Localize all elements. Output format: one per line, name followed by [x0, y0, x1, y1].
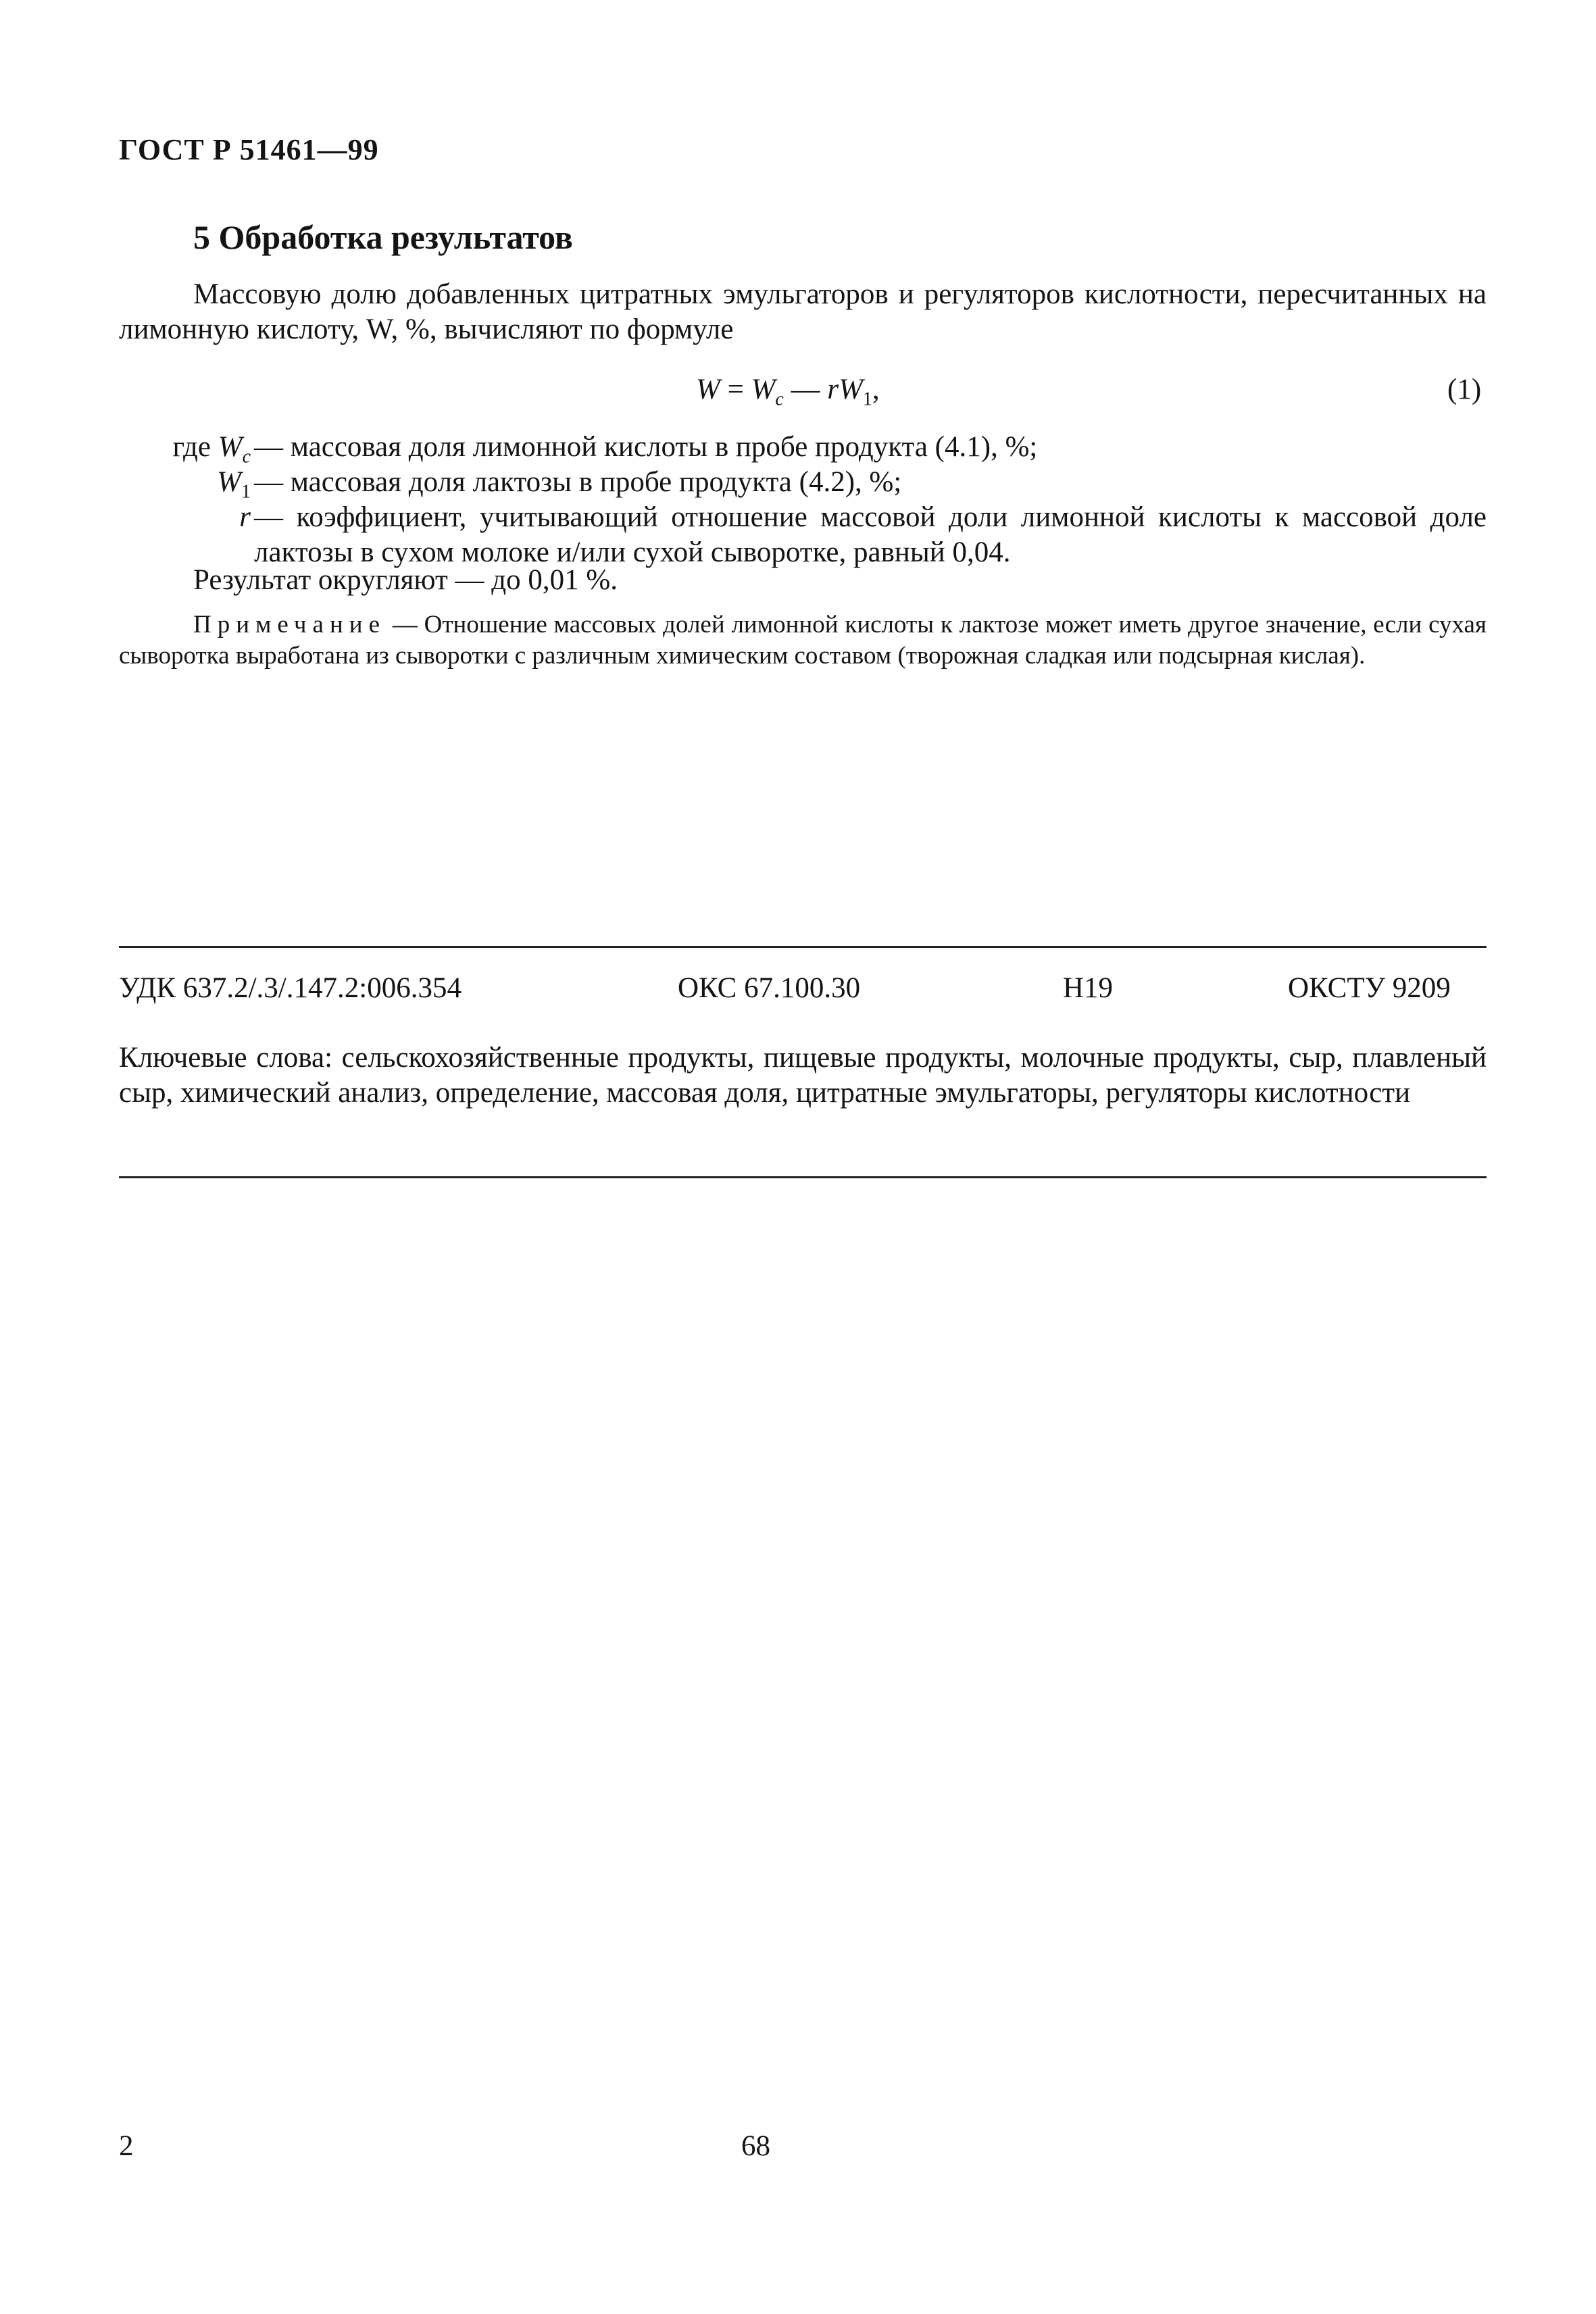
section-heading: 5 Обработка результатов [193, 218, 573, 256]
note-text: — Отношение массовых долей лимонной кислоты к лактозе может иметь другое значение, если сухая сыворотка выработана из сыворотки с различным химическим составом (творожная сладкая или подсырная кислая). [119, 611, 1487, 670]
page-number: 2 [119, 2130, 134, 2162]
sheet-number: 68 [741, 2130, 770, 2162]
group-code: Н19 [1063, 972, 1114, 1004]
note-label: Примечание [193, 611, 386, 638]
formula-equals: = [720, 374, 751, 405]
formula-term1-sub: c [775, 388, 784, 410]
document-code: ГОСТ Р 51461—99 [119, 133, 379, 166]
formula [696, 373, 880, 411]
formula-term2-sub: 1 [862, 388, 872, 410]
where-text: — массовая доля лимонной кислоты в пробе продукта (4.1), %; [254, 431, 1038, 463]
where-item-w1 [0, 465, 1596, 503]
formula-minus: — [783, 374, 828, 405]
where-item-r [0, 500, 1596, 570]
where-symbol: $W_1$ [217, 466, 251, 503]
formula-term2: W [839, 374, 863, 405]
udk-code: УДК 637.2/.3/.147.2:006.354 [119, 972, 462, 1004]
okstu-code: ОКСТУ 9209 [1288, 972, 1451, 1004]
intro-paragraph: Массовую долю добавленных цитратных эмульгаторов и регуляторов кислотности, пересчитанных на лимонную кислоту, W, %, вычисляют по формуле [119, 278, 1487, 345]
formula-lhs: W [696, 374, 720, 405]
formula-tail: , [872, 374, 880, 405]
where-item-wc [0, 430, 1596, 468]
where-text: — массовая доля лактозы в пробе продукта (4.2), %; [254, 466, 902, 498]
note [119, 609, 1487, 672]
divider-bottom [119, 1176, 1487, 1178]
divider-top [119, 946, 1487, 948]
where-text: — коэффициент, учитывающий отношение массовой доли лимонной кислоты к массовой доле лактозы в сухом молоке и/или сухой сыворотке, равный 0,04. [254, 501, 1487, 568]
oks-code: ОКС 67.100.30 [678, 972, 861, 1004]
formula-number: (1) [1447, 374, 1482, 405]
formula-coef: r [827, 374, 839, 405]
where-symbol: где $W_c$ [172, 431, 251, 468]
where-symbol: r [239, 501, 251, 533]
formula-term1: W [751, 374, 776, 405]
keywords: Ключевые слова: сельскохозяйственные продукты, пищевые продукты, молочные продукты, сыр, плавленый сыр, химический анализ, определение, массовая доля, цитратные эмульгаторы, регуляторы кислотности [119, 1042, 1487, 1109]
rounding-rule: Результат округляют — до 0,01 %. [193, 564, 618, 596]
